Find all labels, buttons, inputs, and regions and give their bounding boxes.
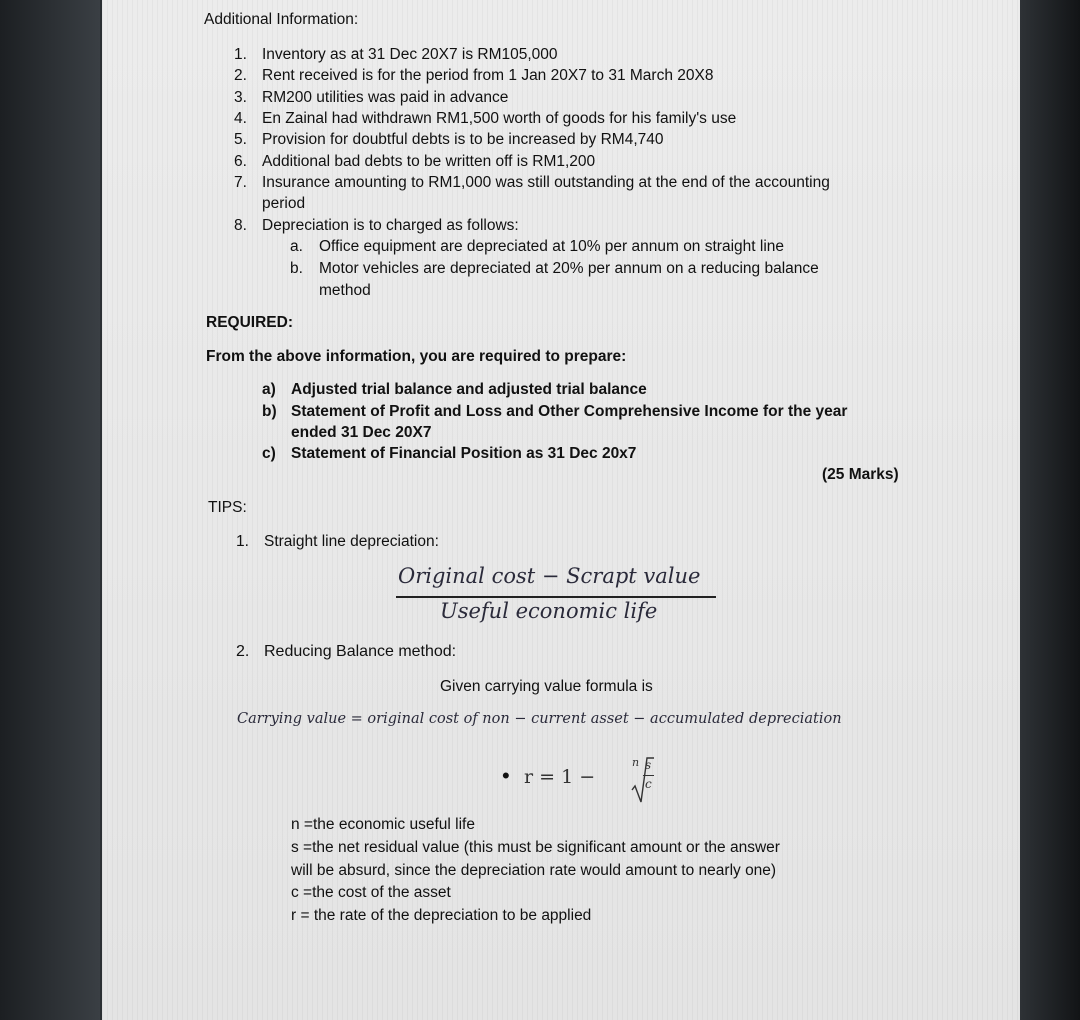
required-item: Statement of Profit and Loss and Other Comprehensive Income for the year [291,403,848,420]
monitor-bezel-right [1020,0,1080,1020]
list-item: Provision for doubtful debts is to be increased by RM4,740 [262,131,664,148]
required-item-continuation: ended 31 Dec 20X7 [291,424,432,441]
root-index: n [632,756,640,769]
carrying-value-formula: Carrying value = original cost of non − current asset − accumulated depreciation [237,711,842,727]
required-item: Adjusted trial balance and adjusted trial balance [291,381,647,398]
list-item: Rent received is for the period from 1 Jan 20X7 to 31 March 20X8 [262,67,714,84]
formula-numerator: Original cost − Scrapt value [398,564,701,588]
definition-line: r = the rate of the depreciation to be applied [291,907,592,924]
required-letter: b) [262,403,277,420]
required-item: Statement of Financial Position as 31 Dec 20x7 [291,445,637,462]
list-number: 3. [234,89,247,106]
list-number: 1. [234,46,247,63]
tip-item: Reducing Balance method: [264,643,457,660]
required-letter: c) [262,445,276,462]
sub-list-letter: b. [290,260,303,277]
fraction-bar [396,596,716,598]
list-item: RM200 utilities was paid in advance [262,89,509,106]
list-number: 8. [234,217,247,234]
list-item: Inventory as at 31 Dec 20X7 is RM105,000 [262,46,558,63]
required-heading: REQUIRED: [206,314,293,331]
list-number: 2. [234,67,247,84]
formula-denominator: Useful economic life [440,599,658,623]
fraction-c: c [645,777,652,791]
list-item: Depreciation is to charged as follows: [262,217,519,234]
document-page [102,0,1020,1020]
sub-list-item-continuation: method [319,282,371,299]
list-number: 6. [234,153,247,170]
list-number: 7. [234,174,247,191]
required-intro: From the above information, you are required to prepare: [206,348,627,365]
required-letter: a) [262,381,276,398]
tips-heading: TIPS: [208,499,247,516]
fraction-s: s [645,758,652,772]
bullet: • [502,763,510,788]
sub-list-item: Motor vehicles are depreciated at 20% per annum on a reducing balance [319,260,819,277]
list-number: 1. [236,533,249,550]
root-fraction-bar [643,775,654,776]
sub-list-letter: a. [290,238,303,255]
additional-heading: Additional Information: [204,11,359,28]
definition-line: n =the economic useful life [291,816,475,833]
formula-lhs: r = 1 − [524,766,596,788]
definition-line: will be absurd, since the depreciation rate would amount to nearly one) [291,862,777,879]
list-item: En Zainal had withdrawn RM1,500 worth of goods for his family's use [262,110,737,127]
list-item: Insurance amounting to RM1,000 was still outstanding at the end of the accounting [262,174,830,191]
tip-item: Straight line depreciation: [264,533,439,550]
definition-line: c =the cost of the asset [291,884,451,901]
list-item: Additional bad debts to be written off is RM1,200 [262,153,596,170]
monitor-bezel-left [0,0,100,1020]
given-text: Given carrying value formula is [440,678,653,695]
sub-list-item: Office equipment are depreciated at 10% per annum on straight line [319,238,784,255]
definition-line: s =the net residual value (this must be significant amount or the answer [291,839,780,856]
list-item-continuation: period [262,195,306,212]
marks-label: (25 Marks) [822,466,899,483]
list-number: 4. [234,110,247,127]
list-number: 2. [236,643,250,660]
list-number: 5. [234,131,247,148]
